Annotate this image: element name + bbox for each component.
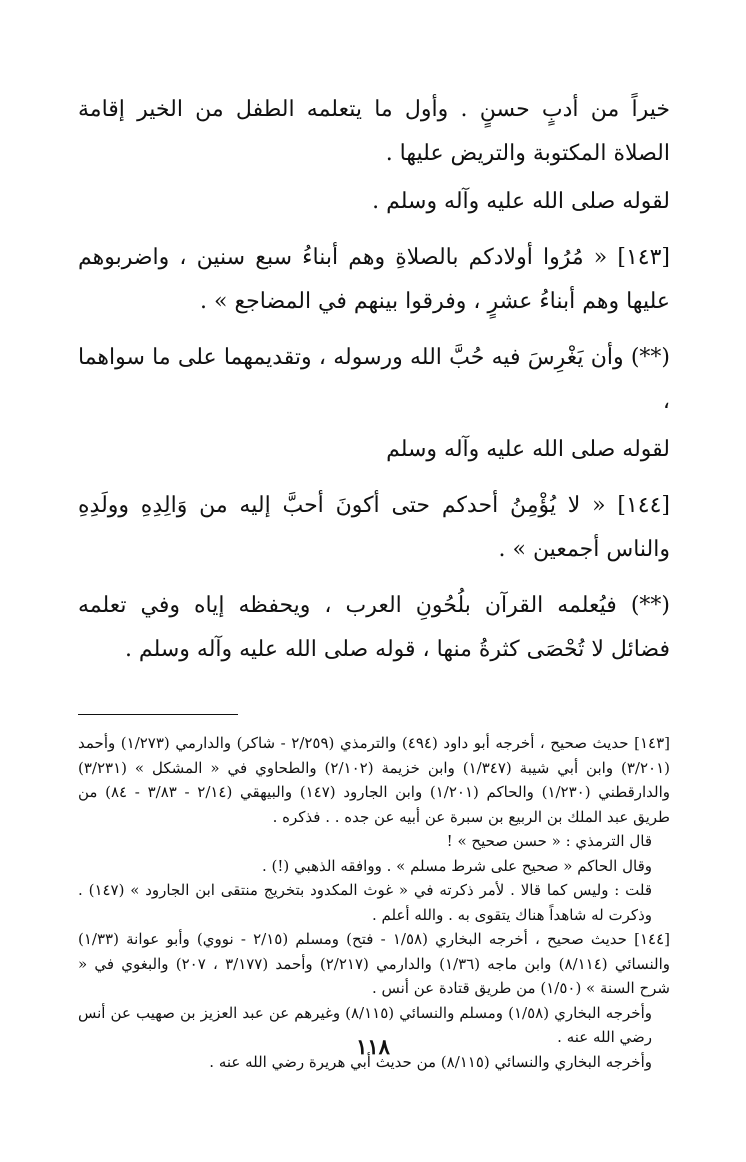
footnote-143: [١٤٣] حديث صحيح ، أخرجه أبو داود (٤٩٤) والترمذي (٢/٢٥٩ - شاكر) والدارمي (١/٢٧٣) وأحمد (٣/٢٠١) وابن أبي شيبة (١/٣٤٧) وابن خزيمة (٢/١٠٢) والطحاوي في « المشكل » (٣/٢٣١) والدارقطني (١/٢٣٠) والحاكم (١/٢٠١) وابن الجارود (١٤٧) والبيهقي (٢/١٤ - ٣/٨٣ - ٨٤) من طريق عبد الملك بن الربيع بن سبرة عن أبيه عن جده . . فذكره . [78, 734, 671, 826]
hadith-144: [١٤٤] « لا يُؤْمِنُ أحدكم حتى أكونَ أحبَّ إليه من وَالِدِهِ وولَدِهِ والناس أجمعين » . [78, 493, 670, 562]
footnote-143-tirmidhi: قال الترمذي : « حسن صحيح » ! [446, 832, 652, 850]
footnote-144-abu-hurayra: وأخرجه البخاري والنسائي (٨/١١٥) من حديث أبي هريرة رضي الله عنه . [209, 1052, 652, 1071]
paragraph-love-of-god: (**) وأن يَغْرِسَ فيه حُبَّ الله ورسوله ، وتقديمهما على ما سواهما ، [78, 345, 670, 414]
main-text [78, 88, 670, 672]
page-number: ١١٨ [356, 1034, 390, 1059]
paragraph-quran: (**) فيُعلمه القرآن بلُحُونِ العرب ، ويحفظه إياه وفي تعلمه فضائل لا تُحْصَى كثرةُ منها ، قوله صلى الله عليه وآله وسلم . [78, 593, 670, 662]
footnote-separator [78, 714, 238, 715]
footnote-144-bukhari: وأخرجه البخاري (١/٥٨) ومسلم والنسائي (٨/١١٥) وغيرهم عن عبد العزيز بن صهيب عن أنس رضي الله عنه . [78, 1003, 652, 1046]
paragraph-citation-2: لقوله صلى الله عليه وآله وسلم [386, 437, 670, 462]
paragraph-citation-1: لقوله صلى الله عليه وآله وسلم . [372, 189, 670, 214]
footnote-143-hakim: وقال الحاكم « صحيح على شرط مسلم » . ووافقه الذهبي (!) . [262, 856, 652, 875]
footnote-144: [١٤٤] حديث صحيح ، أخرجه البخاري (١/٥٨ - فتح) ومسلم (٢/١٥ - نووي) وأبو عوانة (١/٣٣) والنسائي (٨/١١٤) وابن ماجه (١/٣٦) والدارمي (٢/٢١٧) وأحمد (٣/١٧٧ ، ٢٠٧) والبغوي في « شرح السنة » (١/٥٠) من طريق قتادة عن أنس . [78, 930, 670, 997]
footnotes [78, 731, 670, 1074]
page-content [78, 88, 670, 1074]
hadith-143: [١٤٣] « مُرُوا أولادكم بالصلاةِ وهم أبناءُ سبع سنين ، واضربوهم عليها وهم أبناءُ عشرٍ ، وفرقوا بينهم في المضاجع » . [78, 245, 670, 314]
footnote-143-note: قلت : وليس كما قالا . لأمر ذكرته في « غوث المكدود بتخريج منتقى ابن الجارود » (١٤٧) . وذكرت له شاهداً هناك يتقوى به . والله أعلم . [78, 881, 653, 924]
paragraph-intro: خيراً من أدبٍ حسنٍ . وأول ما يتعلمه الطفل من الخير إقامة الصلاة المكتوبة والتريض عليها . [78, 97, 670, 166]
footnote-separator-wrap [78, 684, 670, 731]
